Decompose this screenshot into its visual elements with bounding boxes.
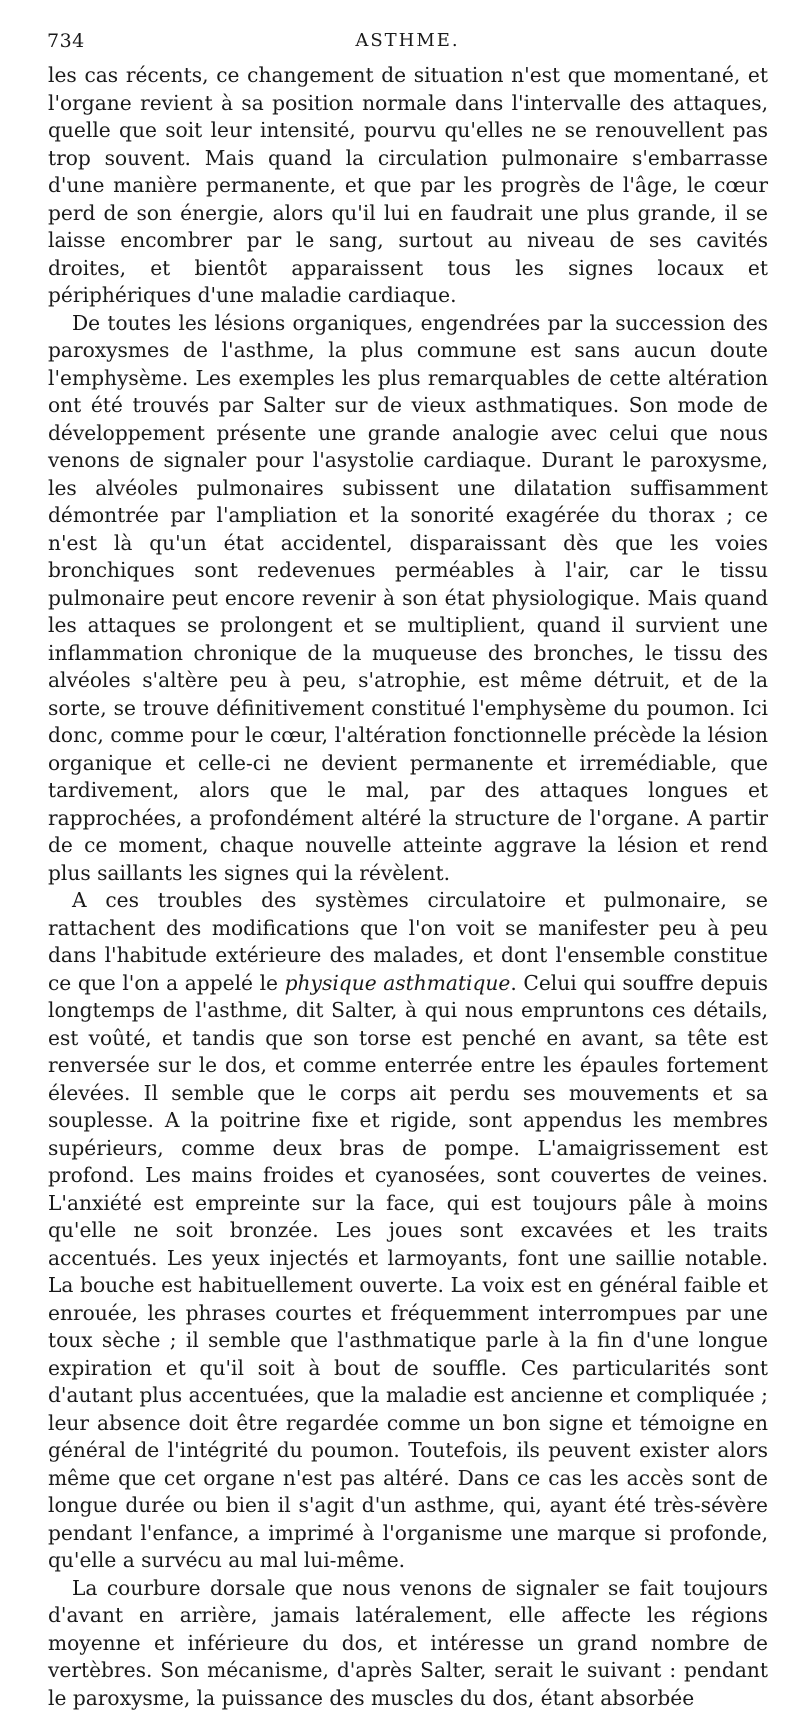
body-text [48,62,768,1712]
paragraph-2: De toutes les lésions organiques, engendrées par la succession des paroxysmes de l'asthme, la plus commune est sans aucun doute l'emphysème. Les exemples les plus remarquables de cette altération ont été trouvés par Salter sur de vieux asthmatiques. Son mode de développement présente une grande analogie avec celui que nous venons de signaler pour l'asystolie cardiaque. Durant le paroxysme, les alvéoles pulmonaires subissent une dilatation suffisamment démontrée par l'ampliation et la sonorité exagérée du thorax ; ce n'est là qu'un état accidentel, disparaissant dès que les voies bronchiques sont redevenues perméables à l'air, car le tissu pulmonaire peut encore revenir à son état physiologique. Mais quand les attaques se prolongent et se multiplient, quand il survient une inflammation chronique de la muqueuse des bronches, le tissu des alvéoles s'altère peu à peu, s'atrophie, est même détruit, et de la sorte, se trouve définitivement constitué l'emphysème du poumon. Ici donc, comme pour le cœur, l'altération fonctionnelle précède la lésion organique et celle-ci ne devient permanente et irremédiable, que tardivement, alors que le mal, par des attaques longues et rapprochées, a profondément altéré la structure de l'organe. A partir de ce moment, chaque nouvelle atteinte aggrave la lésion et rend plus saillants les signes qui la révèlent. [48,310,768,888]
paragraph-3-text-a: A ces troubles des systèmes circulatoire et pulmonaire, se rattachent des modifications que l'on voit se manifester peu à peu dans l'habitude extérieure des malades, et dont l'ensemble constitue ce que l'on a appelé le [48,888,768,995]
italic-term: physique asthmatique [285,971,511,995]
running-title: ASTHME. [47,30,768,51]
paragraph-3 [48,887,768,1575]
page-number: 734 [47,30,85,52]
paragraph-4: La courbure dorsale que nous venons de signaler se fait toujours d'avant en arrière, jamais latéralement, elle affecte les régions moyenne et inférieure du dos, et intéresse un grand nombre de vertèbres. Son mécanisme, d'après Salter, serait le suivant : pendant le paroxysme, la puissance des muscles du dos, étant absorbée [48,1575,768,1712]
paragraph-3-text-b: . Celui qui souffre depuis longtemps de l'asthme, dit Salter, à qui nous empruntons ces détails, est voûté, et tandis que son torse est penché en avant, sa tête est renversée sur le dos, et comme enterrée entre les épaules fortement élevées. Il semble que le corps ait perdu ses mouvements et sa souplesse. A la poitrine fixe et rigide, sont appendus les membres supérieurs, comme deux bras de pompe. L'amaigrissement est profond. Les mains froides et cyanosées, sont couvertes de veines. L'anxiété est empreinte sur la face, qui est toujours pâle à moins qu'elle ne soit bronzée. Les joues sont excavées et les traits accentués. Les yeux injectés et larmoyants, font une saillie notable. La bouche est habituellement ouverte. La voix est en général faible et enrouée, les phrases courtes et fréquemment interrompues par une toux sèche ; il semble que l'asthmatique parle à la fin d'une longue expiration et qu'il soit à bout de souffle. Ces particularités sont d'autant plus accentuées, que la maladie est ancienne et compliquée ; leur absence doit être regardée comme un bon signe et témoigne en général de l'intégrité du poumon. Toutefois, ils peuvent exister alors même que cet organe n'est pas altéré. Dans ce cas les accès sont de longue durée ou bien il s'agit d'un asthme, qui, ayant été très-sévère pendant l'enfance, a imprimé à l'organisme une marque si profonde, qu'elle a survécu au mal lui-même. [48,971,768,1573]
paragraph-1: les cas récents, ce changement de situation n'est que momentané, et l'organe revient à sa position normale dans l'intervalle des attaques, quelle que soit leur intensité, pourvu qu'elles ne se renouvellent pas trop souvent. Mais quand la circulation pulmonaire s'embarrasse d'une manière permanente, et que par les progrès de l'âge, le cœur perd de son énergie, alors qu'il lui en faudrait une plus grande, il se laisse encombrer par le sang, surtout au niveau de ses cavités droites, et bientôt apparaissent tous les signes locaux et périphériques d'une maladie cardiaque. [48,62,768,310]
page-header [47,30,768,60]
